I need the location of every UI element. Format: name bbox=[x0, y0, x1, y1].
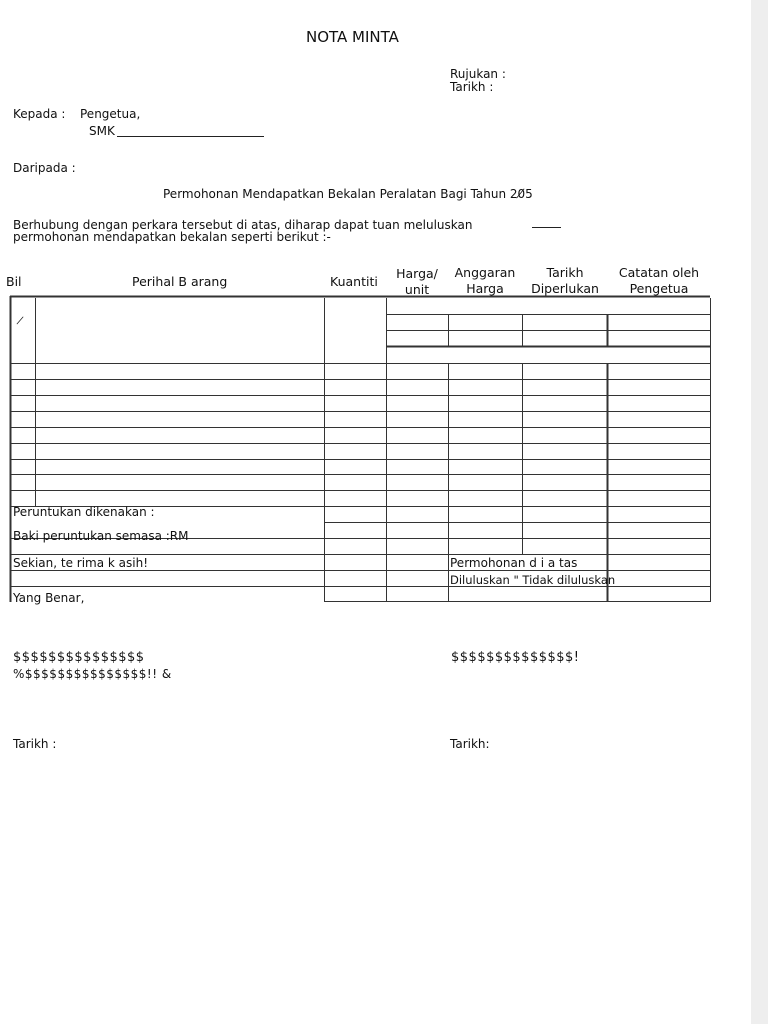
header-harga-line2: unit bbox=[404, 282, 430, 297]
header-catatan-line2: Pengetua bbox=[629, 281, 689, 296]
tarikh-bottom-left: Tarikh : bbox=[13, 737, 57, 751]
header-harga-line1: Harga/ bbox=[396, 266, 438, 281]
tarikh-bottom-right: Tarikh: bbox=[450, 737, 490, 751]
peruntukan-label: Peruntukan dikenakan : bbox=[13, 505, 155, 519]
document-title: NOTA MINTA bbox=[306, 28, 399, 46]
body-line-1: Berhubung dengan perkara tersebut di atas, diharap dapat tuan meluluskan bbox=[13, 218, 473, 232]
permohonan-label: Permohonan d i a tas bbox=[450, 556, 578, 570]
body-line-2: permohonan mendapatkan bekalan seperti berikut :- bbox=[13, 230, 331, 244]
header-catatan-line1: Catatan oleh bbox=[618, 265, 700, 280]
diluluskan-label: Diluluskan " Tidak diluluskan bbox=[450, 573, 616, 587]
yang-benar-label: Yang Benar, bbox=[13, 591, 85, 605]
header-bil: Bil bbox=[6, 274, 22, 289]
subject-line: Permohonan Mendapatkan Bekalan Peralatan Bagi Tahun 20̸5 bbox=[163, 187, 533, 201]
header-kuantiti: Kuantiti bbox=[330, 274, 378, 289]
rujukan-label: Rujukan : bbox=[450, 67, 506, 81]
signature-left-line-1: $$$$$$$$$$$$$$$ bbox=[13, 650, 145, 665]
daripada-label: Daripada : bbox=[13, 161, 76, 175]
header-perihal: Perihal B arang bbox=[132, 274, 228, 289]
tarikh-top-label: Tarikh : bbox=[450, 80, 494, 94]
header-tarikh-line2: Diperlukan bbox=[531, 281, 599, 296]
header-tarikh-line1: Tarikh bbox=[546, 265, 584, 280]
sekian-label: Sekian, te rima k asih! bbox=[13, 556, 149, 570]
kepada-value: Pengetua, bbox=[80, 107, 141, 121]
kepada-label: Kepada : bbox=[13, 107, 66, 121]
signature-left-line-2: %$$$$$$$$$$$$$$$!! & bbox=[13, 667, 172, 681]
smk-label: SMK bbox=[89, 124, 115, 138]
baki-peruntukan-label: Baki peruntukan semasa :RM bbox=[13, 529, 189, 543]
header-anggaran-line2: Harga bbox=[466, 281, 504, 296]
header-anggaran-line1: Anggaran bbox=[454, 265, 516, 280]
signature-right-line-1: $$$$$$$$$$$$$$! bbox=[451, 650, 580, 665]
